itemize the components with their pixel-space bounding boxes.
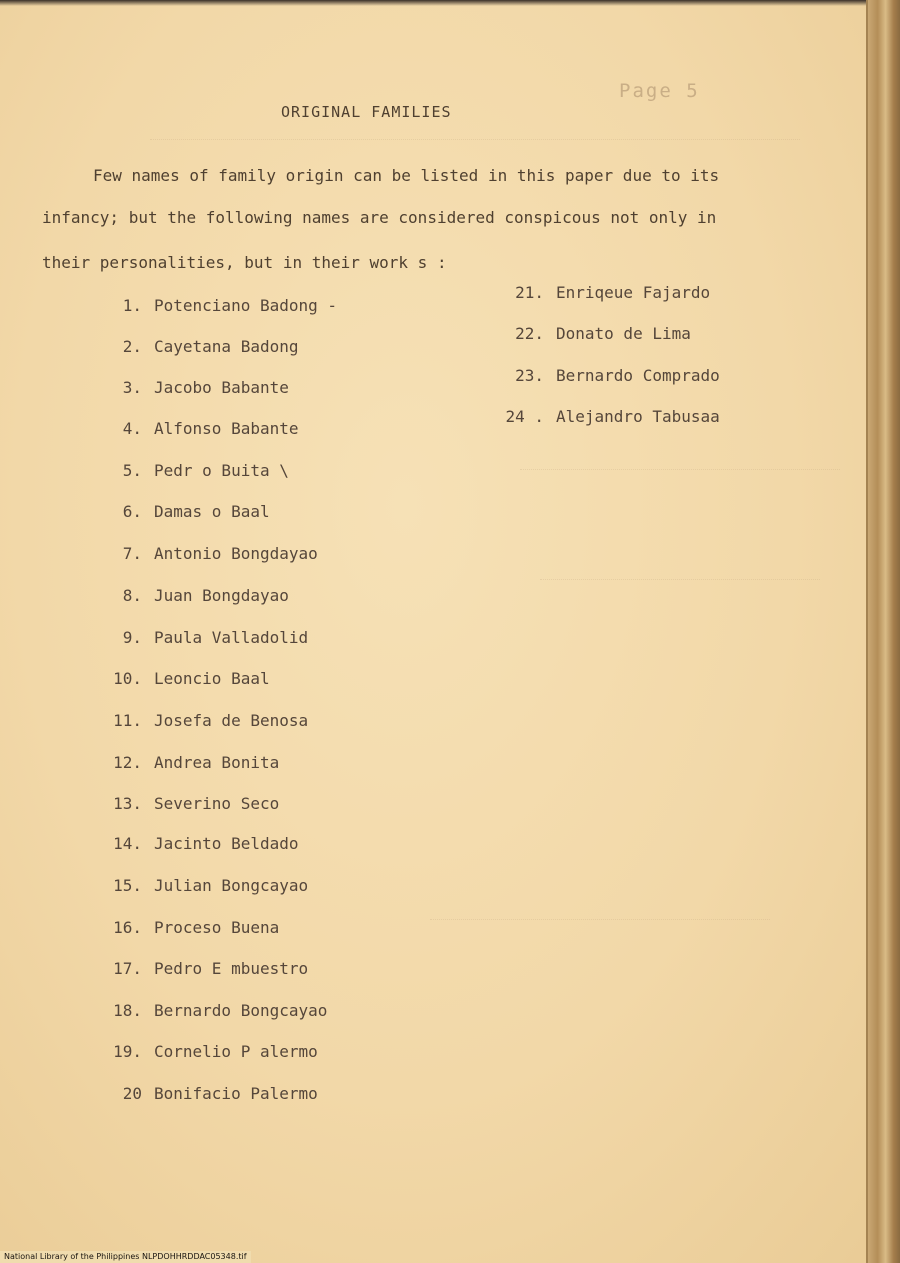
item-number: 17.	[113, 959, 142, 978]
item-name: Damas o Baal	[154, 502, 270, 521]
list-item	[96, 419, 299, 438]
item-number: 10.	[113, 669, 142, 688]
bleed-through-mark	[540, 565, 820, 580]
page-title: ORIGINAL FAMILIES	[281, 103, 452, 121]
item-number: 8.	[122, 586, 142, 605]
item-number: 20	[122, 1084, 142, 1103]
item-name: Severino Seco	[154, 794, 280, 813]
list-item	[96, 544, 318, 563]
list-item	[96, 711, 308, 730]
item-number: 5.	[122, 461, 142, 480]
item-number: 23.	[515, 366, 544, 385]
list-item	[96, 959, 308, 978]
item-name: Alfonso Babante	[154, 419, 299, 438]
list-item	[498, 283, 710, 302]
bleed-through-mark	[520, 455, 840, 470]
intro-line-2: infancy; but the following names are considered conspicous not only in	[42, 208, 717, 227]
bleed-through-mark	[150, 125, 800, 140]
item-number: 9.	[122, 628, 142, 647]
list-item	[96, 1001, 327, 1020]
item-number: 12.	[113, 753, 142, 772]
item-name: Alejandro Tabusaa	[556, 407, 720, 426]
intro-line-1: Few names of family origin can be listed in this paper due to its	[93, 166, 720, 185]
list-item	[96, 1084, 318, 1103]
list-item	[96, 378, 289, 397]
binding-edge	[866, 0, 868, 1263]
item-name: Andrea Bonita	[154, 753, 280, 772]
item-number: 11.	[113, 711, 142, 730]
list-item	[498, 324, 691, 343]
list-item	[96, 296, 337, 315]
list-item	[96, 669, 270, 688]
list-item	[96, 586, 289, 605]
item-name: Bernardo Bongcayao	[154, 1001, 328, 1020]
list-item	[96, 461, 289, 480]
list-item	[498, 366, 720, 385]
list-item	[96, 834, 299, 853]
archive-footer: National Library of the Philippines NLPDOHHRDDAC05348.tif	[0, 1251, 251, 1263]
item-name: Cornelio P alermo	[154, 1042, 318, 1061]
item-name: Josefa de Benosa	[154, 711, 309, 730]
bleed-through-mark	[430, 905, 770, 920]
item-number: 21.	[515, 283, 544, 302]
item-name: Juan Bongdayao	[154, 586, 289, 605]
item-name: Jacobo Babante	[154, 378, 289, 397]
item-name: Bonifacio Palermo	[154, 1084, 318, 1103]
item-name: Donato de Lima	[556, 324, 691, 343]
item-number: 19.	[113, 1042, 142, 1061]
list-item	[96, 1042, 318, 1061]
item-number: 16.	[113, 918, 142, 937]
item-name: Antonio Bongdayao	[154, 544, 318, 563]
item-number: 1.	[122, 296, 142, 315]
item-number: 6.	[122, 502, 142, 521]
list-item	[96, 876, 308, 895]
list-item	[498, 407, 720, 426]
item-name: Pedr o Buita \	[154, 461, 289, 480]
list-item	[96, 794, 279, 813]
item-number: 7.	[122, 544, 142, 563]
item-number: 22.	[515, 324, 544, 343]
item-number: 2.	[122, 337, 142, 356]
item-name: Pedro E mbuestro	[154, 959, 309, 978]
item-name: Paula Valladolid	[154, 628, 309, 647]
item-number: 3.	[122, 378, 142, 397]
item-number: 13.	[113, 794, 142, 813]
item-number: 24 .	[505, 407, 544, 426]
item-name: Leoncio Baal	[154, 669, 270, 688]
list-item	[96, 918, 279, 937]
item-name: Julian Bongcayao	[154, 876, 309, 895]
item-name: Jacinto Beldado	[154, 834, 299, 853]
item-name: Enriqeue Fajardo	[556, 283, 711, 302]
item-number: 4.	[122, 419, 142, 438]
page-number: Page 5	[619, 80, 700, 102]
intro-line-3: their personalities, but in their work s :	[42, 253, 447, 272]
list-item	[96, 753, 279, 772]
list-item	[96, 337, 299, 356]
item-number: 15.	[113, 876, 142, 895]
item-name: Bernardo Comprado	[556, 366, 720, 385]
item-name: Potenciano Badong -	[154, 296, 338, 315]
list-item	[96, 502, 270, 521]
book-binding	[868, 0, 900, 1263]
list-item	[96, 628, 308, 647]
item-number: 14.	[113, 834, 142, 853]
item-name: Cayetana Badong	[154, 337, 299, 356]
item-name: Proceso Buena	[154, 918, 280, 937]
item-number: 18.	[113, 1001, 142, 1020]
